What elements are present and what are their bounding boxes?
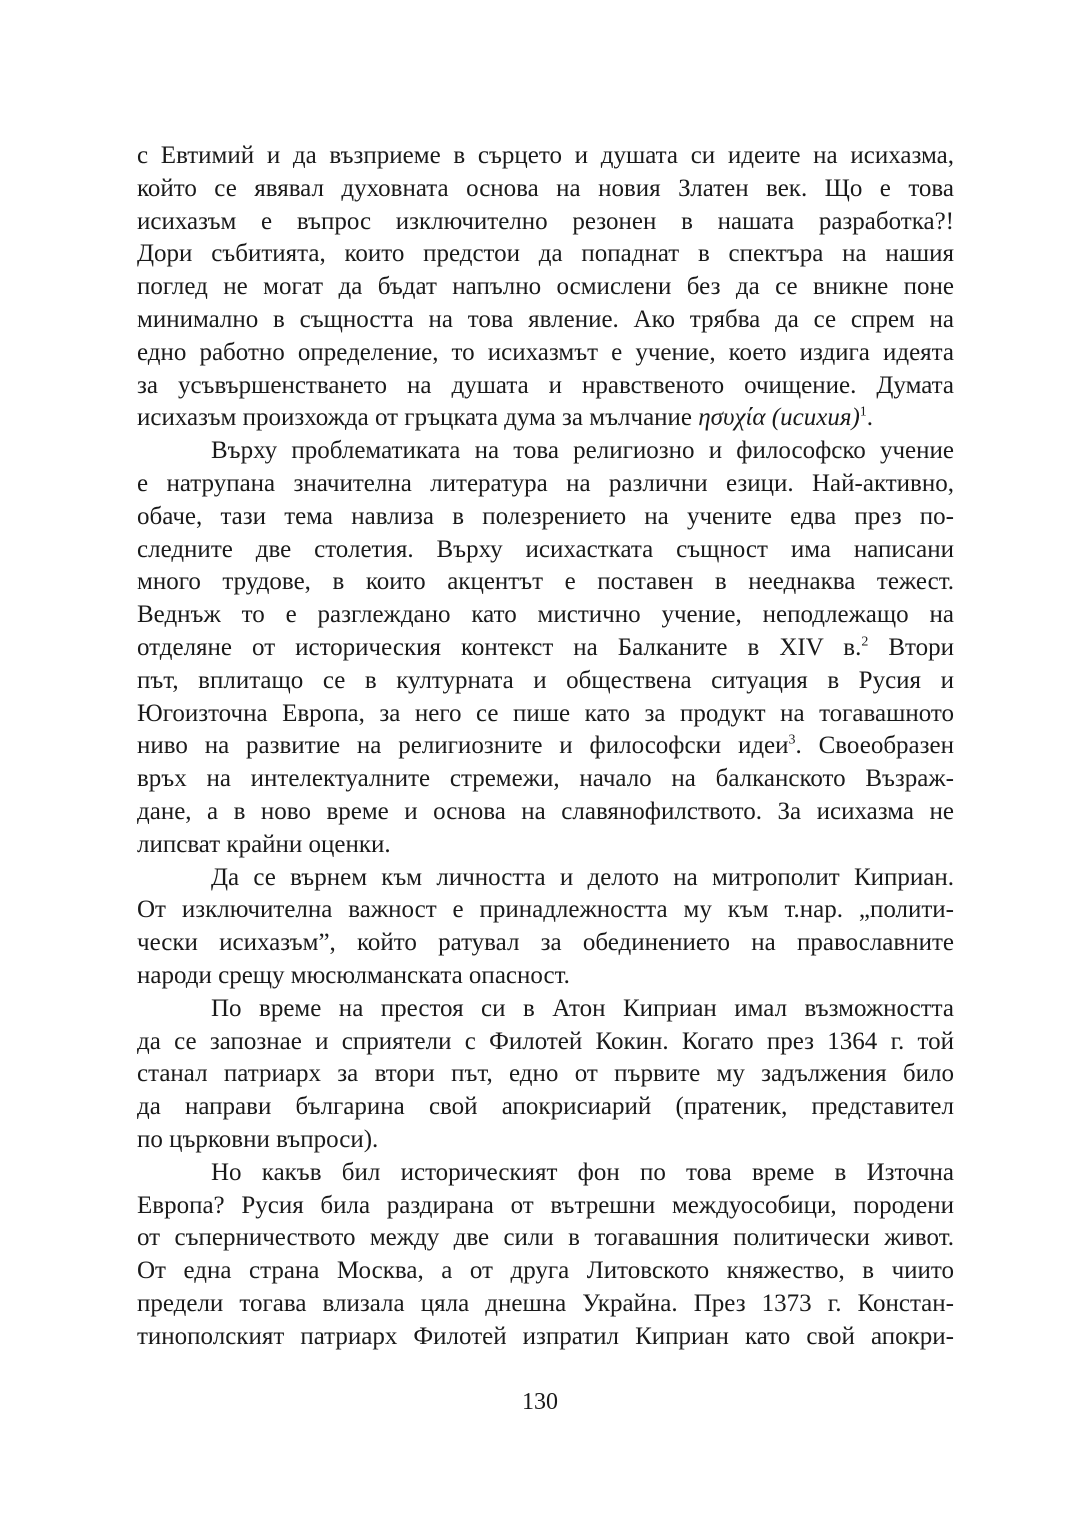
paragraph-5 bbox=[137, 1157, 954, 1354]
text-line: път, вплитащо се в културната и обществена ситуация в Русия и bbox=[137, 666, 954, 694]
text-segment: . bbox=[866, 404, 874, 432]
text-line: По време на престоя си в Атон Киприан имал възможността bbox=[211, 994, 954, 1022]
footnote-marker: 2 bbox=[861, 634, 869, 650]
text-segment: ниво на развитие на религиозните и философски идеи bbox=[137, 732, 789, 760]
text-line: Дори събитията, които предстои да попаднат в спектъра на нашия bbox=[137, 240, 954, 268]
text-line: От една страна Москва, а от друга Литовското княжество, в чиито bbox=[137, 1257, 954, 1285]
page-number: 130 bbox=[522, 1389, 558, 1415]
text-line: Върху проблематиката на това религиозно и философско учение bbox=[211, 437, 954, 465]
text-line: да се запознае и сприятели с Филотей Кокин. Когато през 1364 г. той bbox=[137, 1027, 954, 1055]
text-line: за усъвършенстването на душата и нравственото очищение. Думата bbox=[137, 371, 954, 399]
text-line: Да се върнем към личността и делото на митрополит Киприан. bbox=[211, 863, 954, 891]
text-line: връх на интелектуалните стремежи, начало на балканското Възраж- bbox=[137, 765, 954, 793]
text-line: едно работно определение, то исихазмът е учение, което издига идеята bbox=[137, 338, 954, 366]
text-line: От изключителна важност е принадлежността му към т.нар. „полити- bbox=[137, 896, 954, 924]
text-line: станал патриарх за втори път, едно от първите му задължения било bbox=[137, 1060, 954, 1088]
paragraph-4 bbox=[137, 993, 954, 1157]
text-segment: Втори bbox=[868, 633, 955, 661]
text-line: дане, а в ново време и основа на славянофилството. За исихазма не bbox=[137, 797, 954, 825]
text-line: минимално в същността на това явление. Ако трябва да се спрем на bbox=[137, 305, 954, 333]
text-line bbox=[137, 730, 954, 763]
page-body bbox=[137, 140, 954, 1353]
paragraph-3 bbox=[137, 862, 954, 993]
footnote-marker: 1 bbox=[859, 405, 867, 421]
text-line: липсват крайни оценки. bbox=[137, 830, 391, 858]
text-line: предели тогава влизала цяла днешна Украйна. През 1373 г. Констан- bbox=[137, 1289, 954, 1317]
text-line: Европа? Русия била раздирана от вътрешни междуособици, породени bbox=[137, 1191, 954, 1219]
greek-term: ησυχία (исихия) bbox=[698, 404, 860, 432]
text-line: много трудове, в които акцентът е поставен в нееднаква тежест. bbox=[137, 568, 954, 596]
text-line: тинополският патриарх Филотей изпратил Киприан като свой апокри- bbox=[137, 1322, 954, 1350]
text-line: от съперничеството между две сили в тогавашния политически живот. bbox=[137, 1224, 954, 1252]
text-line: по църковни въпроси). bbox=[137, 1125, 379, 1153]
text-line bbox=[137, 402, 954, 435]
paragraph-2 bbox=[137, 435, 954, 861]
text-line: чески исихазъм”, който ратувал за обединението на православните bbox=[137, 929, 954, 957]
text-line: е натрупана значителна литература на различни езици. Най-активно, bbox=[137, 469, 954, 497]
text-line: Югоизточна Европа, за него се пише като за продукт на тогавашното bbox=[137, 699, 954, 727]
text-line: поглед не могат да бъдат напълно осмислени без да се вникне поне bbox=[137, 273, 954, 301]
text-line: исихазъм е въпрос изключително резонен в нашата разработка?! bbox=[137, 207, 954, 235]
footnote-marker: 3 bbox=[788, 733, 796, 749]
text-line: обаче, тази тема навлиза в полезрението на учените едва през по- bbox=[137, 502, 954, 530]
text-line: Веднъж то е разглеждано като мистично учение, неподлежащо на bbox=[137, 601, 954, 629]
text-line: с Евтимий и да възприеме в сърцето и душата си идеите на исихазма, bbox=[137, 142, 954, 169]
text-line: да направи българина свой апокрисиарий (пратеник, представител bbox=[137, 1093, 954, 1121]
text-segment: . Своеобразен bbox=[795, 732, 954, 760]
text-line: народи срещу мюсюлманската опасност. bbox=[137, 961, 570, 989]
text-segment: исихазъм произхожда от гръцката дума за мълчание bbox=[137, 404, 699, 432]
paragraph-1 bbox=[137, 140, 954, 435]
text-line: Но какъв бил историческият фон по това време в Източна bbox=[211, 1158, 954, 1186]
text-line: който се явявал духовната основа на новия Златен век. Що е това bbox=[137, 174, 954, 202]
text-segment: отделяне от историческия контекст на Балканите в XIV в. bbox=[137, 633, 862, 661]
text-line bbox=[137, 632, 954, 665]
text-line: следните две столетия. Върху исихастката същност има написани bbox=[137, 535, 954, 563]
